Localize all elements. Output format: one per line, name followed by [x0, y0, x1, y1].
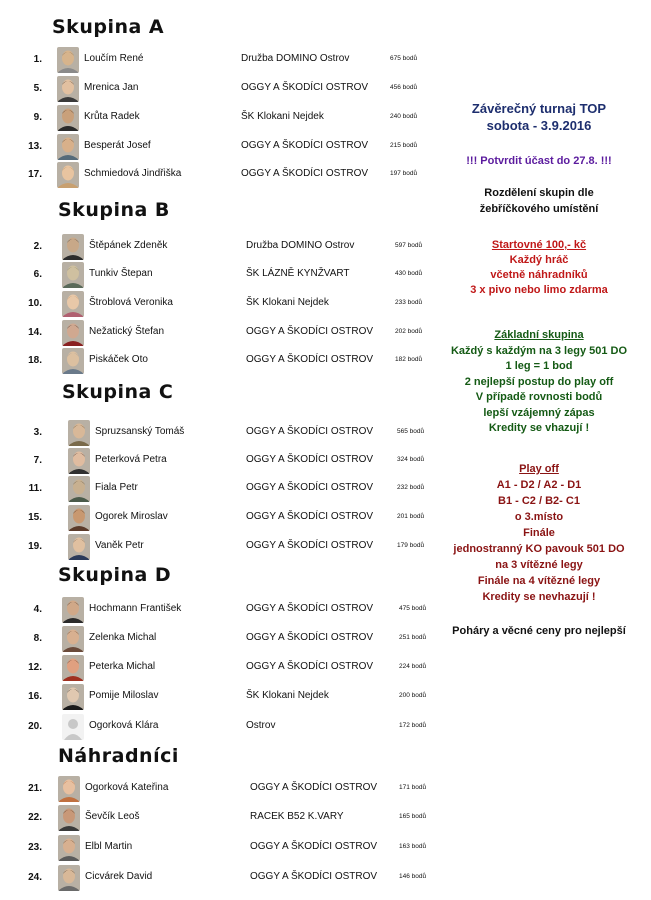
- player-avatar: [57, 105, 79, 131]
- basic-line-5: V případě rovnosti bodů: [475, 391, 603, 403]
- player-name: Ogorková Klára: [89, 720, 159, 731]
- player-rank: 23.: [28, 842, 42, 853]
- player-row: [0, 260, 440, 290]
- player-points: 165 bodů: [399, 813, 427, 820]
- player-rank: 17.: [28, 169, 42, 180]
- player-club: OGGY A ŠKODÍCI OSTROV: [246, 482, 374, 493]
- player-rank: 12.: [28, 662, 42, 673]
- player-avatar: [68, 534, 90, 560]
- player-row: [0, 503, 440, 533]
- player-avatar: [58, 865, 80, 891]
- player-avatar: [68, 476, 90, 502]
- player-name: Vaněk Petr: [95, 540, 144, 551]
- player-avatar: [57, 134, 79, 160]
- player-rank: 10.: [28, 298, 42, 309]
- basic-line-2: Každý s každým na 3 legy 501 DO: [450, 344, 628, 357]
- player-club: OGGY A ŠKODÍCI OSTROV: [250, 782, 378, 793]
- playoff-line-9: Kredity se nevhazují !: [482, 591, 596, 603]
- tournament-date: sobota - 3.9.2016: [486, 118, 592, 133]
- player-avatar: [58, 805, 80, 831]
- player-row: [0, 103, 440, 133]
- player-rank: 24.: [28, 872, 42, 883]
- player-avatar: [58, 776, 80, 802]
- player-name: Štěpánek Zdeněk: [89, 240, 168, 251]
- playoff-line-4: o 3.místo: [514, 511, 564, 523]
- player-rank: 11.: [28, 483, 42, 494]
- player-club: OGGY A ŠKODÍCI OSTROV: [246, 511, 374, 522]
- player-club: OGGY A ŠKODÍCI OSTROV: [246, 326, 374, 337]
- player-club: OGGY A ŠKODÍCI OSTROV: [246, 454, 374, 465]
- player-points: 171 bodů: [399, 784, 427, 791]
- player-row: [0, 474, 440, 504]
- split-line-2: žebříčkového umístění: [479, 203, 599, 215]
- tournament-title: Závěrečný turnaj TOP: [471, 101, 607, 116]
- group-title-substitutes: Náhradníci: [58, 745, 179, 767]
- player-name: Pomije Miloslav: [89, 690, 159, 701]
- prizes-info: Poháry a věcné ceny pro nejlepší: [452, 625, 626, 637]
- player-points: 202 bodů: [395, 328, 423, 335]
- player-points: 251 bodů: [399, 634, 427, 641]
- player-row: [0, 833, 440, 863]
- player-points: 200 bodů: [399, 692, 427, 699]
- player-row: [0, 74, 440, 104]
- player-avatar: [57, 47, 79, 73]
- confirm-notice: !!! Potvrdit účast do 27.8. !!!: [466, 155, 612, 167]
- player-club: ŠK LÁZNĚ KYNŽVART: [246, 268, 350, 279]
- tournament-info: [432, 100, 646, 134]
- fee-line-1: Startovné 100,- kč: [491, 239, 587, 251]
- player-points: 675 bodů: [390, 55, 418, 62]
- player-avatar: [62, 714, 84, 740]
- player-name: Ogorková Kateřina: [85, 782, 169, 793]
- player-club: OGGY A ŠKODÍCI OSTROV: [246, 632, 374, 643]
- playoff-line-8: Finále na 4 vítězné legy: [477, 575, 601, 587]
- player-row: [0, 446, 440, 476]
- player-row: [0, 132, 440, 162]
- player-name: Štroblová Veronika: [89, 297, 173, 308]
- player-name: Cicvárek David: [85, 871, 153, 882]
- player-row: [0, 318, 440, 348]
- player-club: OGGY A ŠKODÍCI OSTROV: [246, 426, 374, 437]
- fee-line-4: 3 x pivo nebo limo zdarma: [470, 284, 608, 296]
- player-name: Krůta Radek: [84, 111, 140, 122]
- player-points: 224 bodů: [399, 663, 427, 670]
- player-row: [0, 160, 440, 190]
- entry-fee-info: [432, 238, 646, 298]
- player-name: Peterková Petra: [95, 454, 167, 465]
- player-avatar: [62, 684, 84, 710]
- player-rank: 20.: [28, 721, 42, 732]
- split-line-1: Rozdělení skupin dle: [484, 187, 594, 199]
- group-title-c: Skupina C: [62, 381, 174, 403]
- player-rank: 7.: [33, 455, 42, 466]
- player-name: Hochmann František: [89, 603, 182, 614]
- player-avatar: [68, 420, 90, 446]
- basic-line-7: Kredity se vhazují !: [488, 422, 590, 434]
- player-name: Peterka Michal: [89, 661, 156, 672]
- player-name: Schmiedová Jindřiška: [84, 168, 182, 179]
- player-avatar: [62, 291, 84, 317]
- player-row: [0, 418, 440, 448]
- player-points: 215 bodů: [390, 142, 418, 149]
- player-row: [0, 45, 440, 75]
- playoff-line-6: jednostranný KO pavouk 501 DO: [453, 543, 625, 555]
- player-rank: 3.: [33, 427, 42, 438]
- player-row: [0, 863, 440, 893]
- player-row: [0, 346, 440, 376]
- player-row: [0, 595, 440, 625]
- player-points: 456 bodů: [390, 84, 418, 91]
- player-points: 146 bodů: [399, 873, 427, 880]
- player-name: Fiala Petr: [95, 482, 138, 493]
- player-name: Ševčík Leoš: [85, 811, 140, 822]
- player-club: Družba DOMINO Ostrov: [246, 240, 355, 251]
- basic-line-1: Základní skupina: [494, 329, 584, 341]
- player-rank: 5.: [33, 83, 42, 94]
- player-rank: 1.: [33, 54, 42, 65]
- player-rank: 8.: [33, 633, 42, 644]
- player-club: ŠK Klokani Nejdek: [241, 111, 324, 122]
- player-club: OGGY A ŠKODÍCI OSTROV: [241, 140, 369, 151]
- player-name: Piskáček Oto: [89, 354, 148, 365]
- player-avatar: [62, 262, 84, 288]
- playoff-line-3: B1 - C2 / B2- C1: [498, 495, 580, 507]
- player-club: OGGY A ŠKODÍCI OSTROV: [246, 603, 374, 614]
- player-rank: 2.: [33, 241, 42, 252]
- player-club: OGGY A ŠKODÍCI OSTROV: [250, 871, 378, 882]
- player-points: 197 bodů: [390, 170, 418, 177]
- player-club: OGGY A ŠKODÍCI OSTROV: [250, 841, 378, 852]
- player-avatar: [57, 76, 79, 102]
- player-avatar: [62, 320, 84, 346]
- player-name: Elbl Martin: [85, 841, 133, 852]
- player-avatar: [62, 597, 84, 623]
- player-points: 597 bodů: [395, 242, 423, 249]
- player-club: OGGY A ŠKODÍCI OSTROV: [241, 82, 369, 93]
- player-points: 475 bodů: [399, 605, 427, 612]
- player-rank: 9.: [33, 112, 42, 123]
- player-row: [0, 682, 440, 712]
- player-rank: 6.: [33, 269, 42, 280]
- player-points: 240 bodů: [390, 113, 418, 120]
- player-club: Ostrov: [246, 720, 276, 731]
- player-points: 172 bodů: [399, 722, 427, 729]
- playoff-line-2: A1 - D2 / A2 - D1: [496, 479, 582, 491]
- player-rank: 4.: [33, 604, 42, 615]
- player-points: 430 bodů: [395, 270, 423, 277]
- player-avatar: [62, 348, 84, 374]
- player-name: Zelenka Michal: [89, 632, 157, 643]
- player-rank: 22.: [28, 812, 42, 823]
- player-row: [0, 232, 440, 262]
- player-rank: 19.: [28, 541, 42, 552]
- player-row: [0, 712, 440, 742]
- player-club: ŠK Klokani Nejdek: [246, 297, 329, 308]
- player-row: [0, 532, 440, 562]
- player-avatar: [57, 162, 79, 188]
- player-avatar: [68, 505, 90, 531]
- player-club: Družba DOMINO Ostrov: [241, 53, 350, 64]
- playoff-line-7: na 3 vítězné legy: [495, 559, 583, 571]
- player-name: Mrenica Jan: [84, 82, 139, 93]
- player-row: [0, 653, 440, 683]
- player-avatar: [62, 655, 84, 681]
- player-avatar: [62, 626, 84, 652]
- player-row: [0, 624, 440, 654]
- player-rank: 14.: [28, 327, 42, 338]
- basic-group-rules: [432, 328, 646, 437]
- player-points: 565 bodů: [397, 428, 425, 435]
- player-avatar: [62, 234, 84, 260]
- player-points: 324 bodů: [397, 456, 425, 463]
- player-name: Ogorek Miroslav: [95, 511, 168, 522]
- fee-line-3: včetně náhradníků: [490, 269, 588, 281]
- player-points: 182 bodů: [395, 356, 423, 363]
- player-rank: 21.: [28, 783, 42, 794]
- player-name: Nežatický Štefan: [89, 326, 165, 337]
- player-row: [0, 803, 440, 833]
- group-title-a: Skupina A: [52, 16, 165, 38]
- player-name: Besperát Josef: [84, 140, 151, 151]
- playoff-line-5: Finále: [523, 527, 555, 539]
- player-rank: 15.: [28, 512, 42, 523]
- player-points: 233 bodů: [395, 299, 423, 306]
- player-avatar: [68, 448, 90, 474]
- player-points: 201 bodů: [397, 513, 425, 520]
- fee-line-2: Každý hráč: [509, 254, 569, 266]
- player-avatar: [58, 835, 80, 861]
- player-name: Spruzsanský Tomáš: [95, 426, 185, 437]
- player-points: 232 bodů: [397, 484, 425, 491]
- basic-line-3: 1 leg = 1 bod: [505, 360, 573, 372]
- player-club: ŠK Klokani Nejdek: [246, 690, 329, 701]
- basic-line-6: lepší vzájemný zápas: [483, 406, 595, 419]
- player-row: [0, 289, 440, 319]
- group-title-b: Skupina B: [58, 199, 170, 221]
- player-rank: 16.: [28, 691, 42, 702]
- player-row: [0, 774, 440, 804]
- player-club: RACEK B52 K.VARY: [250, 811, 344, 822]
- player-rank: 18.: [28, 355, 42, 366]
- player-club: OGGY A ŠKODÍCI OSTROV: [246, 540, 374, 551]
- playoff-line-1: Play off: [519, 463, 559, 475]
- basic-line-4: 2 nejlepší postup do play off: [464, 375, 614, 388]
- playoff-rules: [432, 461, 646, 605]
- player-name: Tunkiv Štepan: [89, 268, 153, 279]
- player-points: 179 bodů: [397, 542, 425, 549]
- player-club: OGGY A ŠKODÍCI OSTROV: [241, 168, 369, 179]
- group-split-info: [432, 185, 646, 217]
- player-rank: 13.: [28, 141, 42, 152]
- player-club: OGGY A ŠKODÍCI OSTROV: [246, 354, 374, 365]
- player-points: 163 bodů: [399, 843, 427, 850]
- group-title-d: Skupina D: [58, 564, 172, 586]
- player-club: OGGY A ŠKODÍCI OSTROV: [246, 661, 374, 672]
- player-name: Loučím René: [84, 53, 144, 64]
